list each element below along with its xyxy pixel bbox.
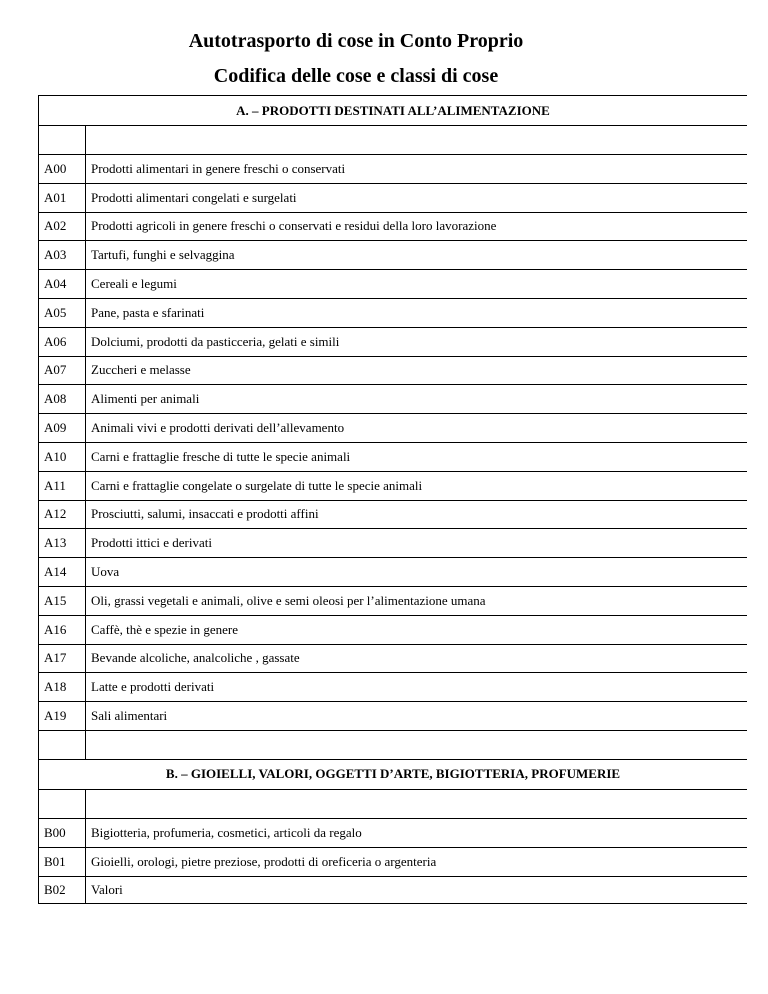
- table-row: [38, 154, 747, 183]
- section-heading-row: [38, 95, 747, 125]
- table-row: [38, 298, 747, 327]
- table-row: [38, 183, 747, 212]
- table-row: [38, 586, 747, 615]
- description-cell: Uova: [91, 564, 120, 580]
- code-cell: A14: [39, 558, 86, 586]
- code-cell: [39, 790, 86, 818]
- code-cell: A15: [39, 587, 86, 615]
- code-cell: A03: [39, 241, 86, 269]
- code-cell: A01: [39, 184, 86, 212]
- code-cell: A16: [39, 616, 86, 644]
- table-row: [38, 615, 747, 644]
- code-cell: B02: [39, 877, 86, 904]
- description-cell: Dolciumi, prodotti da pasticceria, gelati e simili: [91, 333, 340, 349]
- description-cell: Prodotti ittici e derivati: [91, 535, 212, 551]
- section-heading: A. – PRODOTTI DESTINATI ALL’ALIMENTAZIONE: [236, 102, 550, 118]
- blank-row: [38, 125, 747, 154]
- table-row: [38, 356, 747, 385]
- table-row: [38, 442, 747, 471]
- code-cell: A11: [39, 472, 86, 500]
- table-row: [38, 500, 747, 529]
- description-cell: Prodotti alimentari in genere freschi o conservati: [91, 160, 346, 176]
- description-cell: Oli, grassi vegetali e animali, olive e semi oleosi per l’alimentazione umana: [91, 592, 486, 608]
- code-cell: A12: [39, 501, 86, 529]
- description-cell: Sali alimentari: [91, 708, 168, 724]
- description-cell: Gioielli, orologi, pietre preziose, prodotti di oreficeria o argenteria: [91, 853, 437, 869]
- document-title: Autotrasporto di cose in Conto Proprio: [188, 30, 524, 52]
- table-row: [38, 876, 747, 905]
- code-cell: A04: [39, 270, 86, 298]
- description-cell: Latte e prodotti derivati: [91, 679, 215, 695]
- description-cell: Zuccheri e melasse: [91, 362, 191, 378]
- code-cell: [39, 731, 86, 759]
- description-cell: Prosciutti, salumi, insaccati e prodotti affini: [91, 506, 319, 522]
- code-cell: A08: [39, 385, 86, 413]
- table-row: [38, 384, 747, 413]
- table-row: [38, 471, 747, 500]
- code-cell: A05: [39, 299, 86, 327]
- table-row: [38, 818, 747, 847]
- description-cell: Carni e frattaglie congelate o surgelate di tutte le specie animali: [91, 477, 423, 493]
- code-cell: A13: [39, 529, 86, 557]
- blank-row: [38, 789, 747, 818]
- table-row: [38, 413, 747, 442]
- description-cell: Prodotti agricoli in genere freschi o conservati e residui della loro lavorazione: [91, 218, 497, 234]
- table-row: [38, 644, 747, 673]
- table-row: [38, 212, 747, 241]
- codes-table: [38, 95, 747, 904]
- code-cell: A00: [39, 155, 86, 183]
- table-row: [38, 240, 747, 269]
- description-cell: Prodotti alimentari congelati e surgelati: [91, 189, 297, 205]
- code-cell: A02: [39, 213, 86, 241]
- code-cell: [39, 126, 86, 154]
- table-row: [38, 847, 747, 876]
- description-cell: Pane, pasta e sfarinati: [91, 304, 205, 320]
- code-cell: A19: [39, 702, 86, 730]
- code-cell: B01: [39, 848, 86, 876]
- code-cell: A17: [39, 645, 86, 673]
- table-row: [38, 528, 747, 557]
- code-cell: A18: [39, 673, 86, 701]
- description-cell: Valori: [91, 881, 123, 897]
- section-heading-row: [38, 759, 747, 789]
- description-cell: Caffè, thè e spezie in genere: [91, 621, 239, 637]
- description-cell: Animali vivi e prodotti derivati dell’allevamento: [91, 420, 345, 436]
- code-cell: B00: [39, 819, 86, 847]
- description-cell: Tartufi, funghi e selvaggina: [91, 247, 235, 263]
- description-cell: Cereali e legumi: [91, 276, 177, 292]
- description-cell: Carni e frattaglie fresche di tutte le specie animali: [91, 448, 351, 464]
- description-cell: [86, 790, 747, 818]
- code-cell: A09: [39, 414, 86, 442]
- code-cell: A07: [39, 357, 86, 385]
- table-row: [38, 557, 747, 586]
- description-cell: [86, 731, 747, 759]
- code-cell: A06: [39, 328, 86, 356]
- document-subtitle: Codifica delle cose e classi di cose: [213, 65, 499, 87]
- table-row: [38, 701, 747, 730]
- blank-row: [38, 730, 747, 759]
- table-row: [38, 327, 747, 356]
- table-row: [38, 672, 747, 701]
- section-heading: B. – GIOIELLI, VALORI, OGGETTI D’ARTE, BIGIOTTERIA, PROFUMERIE: [165, 766, 621, 782]
- table-row: [38, 269, 747, 298]
- description-cell: Bigiotteria, profumeria, cosmetici, articoli da regalo: [91, 824, 362, 840]
- code-cell: A10: [39, 443, 86, 471]
- description-cell: Bevande alcoliche, analcoliche , gassate: [91, 650, 300, 666]
- description-cell: Alimenti per animali: [91, 391, 200, 407]
- description-cell: [86, 126, 747, 154]
